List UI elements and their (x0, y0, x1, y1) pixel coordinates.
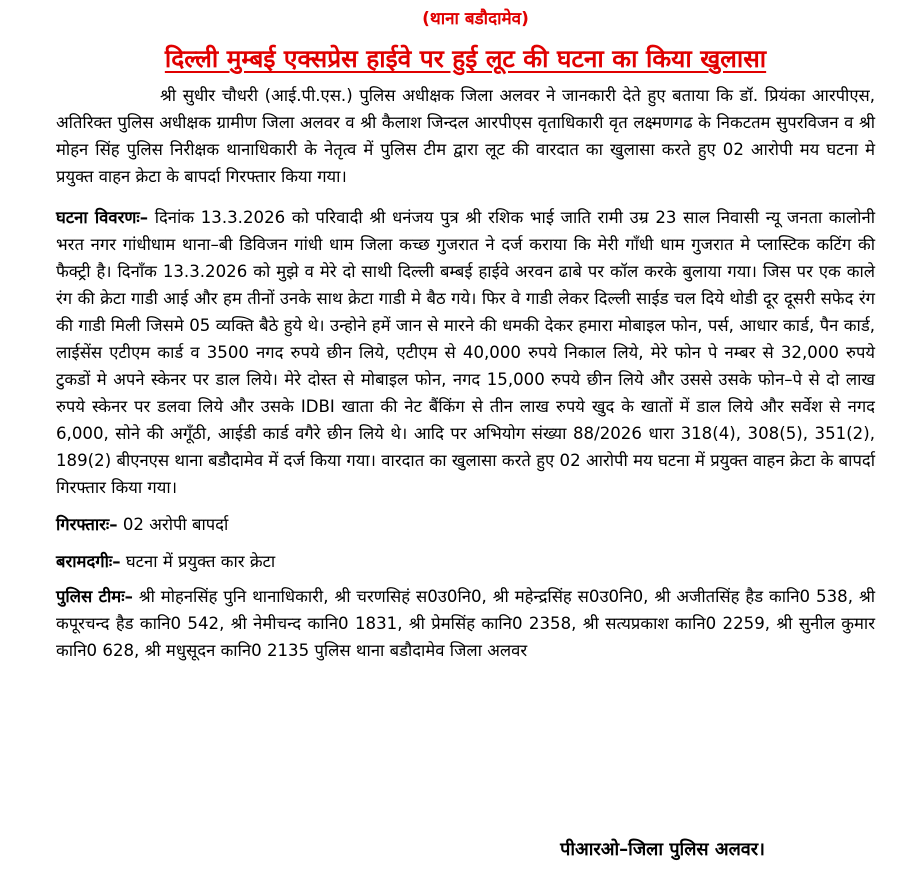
arrest-line (56, 511, 875, 538)
incident-text: दिनांक 13.3.2026 को परिवादी श्री धनंजय पुत्र श्री रशिक भाई जाति रामी उम्र 23 साल निवासी न्यू जनता कालोनी भरत नगर गांधीधाम थाना–बी डिविजन गांधी धाम जिला कच्छ गुजरात ने दर्ज कराया कि मेरी गाँधी धाम गुजरात मे प्लास्टिक कटिंग की फैक्ट्री है। दिनाँक 13.3.2026 को मुझे व मेरे दो साथी दिल्ली बम्बई हाईवे अरवन ढाबे पर कॉल करके बुलाया गया। जिस पर एक काले रंग की क्रेटा गाडी आई और हम तीनों उनके साथ क्रेटा गाडी मे बैठ गये। फिर वे गाडी लेकर दिल्ली साईड चल दिये थोडी दूर दूसरी सफेद रंग की गाडी मिली जिसमे 05 व्यक्ति बैठे हुये थे। उन्होने हमें जान से मारने की धमकी देकर हमारा मोबाइल फोन, पर्स, आधार कार्ड, पैन कार्ड, लाईसेंस एटीएम कार्ड व 3500 नगद रुपये छीन लिये, एटीएम से 40,000 रुपये निकाल लिये, मेरे फोन पे नम्बर से 32,000 रुपये टुकडों मे अपने स्केनर पर डाल लिये। मेरे दोस्त से मोबाइल फोन, नगद 15,000 रुपये छीन लिये और उससे उसके फोन–पे से दो लाख रुपये स्केनर पर डलवा लिये और उसके IDBI खाता की नेट बैंकिंग से तीन लाख रुपये खुद के खातों में डाल लिये और सर्वेश से नगद 6,000, सोने की अगूँठी, आईडी कार्ड वगैरे छीन लिये थे। आदि पर अभियोग संख्या 88/2026 धारा 318(4), 308(5), 351(2), 189(2) बीएनएस थाना बडौदामेव में दर्ज किया गया। वारदात का खुलासा करते हुए 02 आरोपी मय घटना में प्रयुक्त वाहन क्रेटा के बापर्दा गिरफ्तार किया गया। (56, 208, 875, 497)
pro-signature: पीआरओ–जिला पुलिस अलवर। (560, 839, 765, 860)
arrest-label: गिरफ्तारः– (56, 515, 118, 534)
recovery-line (56, 548, 875, 575)
police-team-label: पुलिस टीमः– (56, 587, 133, 606)
lead-paragraph: श्री सुधीर चौधरी (आई.पी.एस.) पुलिस अधीक्षक जिला अलवर ने जानकारी देते हुए बताया कि डॉ. प्रियंका आरपीएस, अतिरिक्त पुलिस अधीक्षक ग्रामीण जिला अलवर व श्री कैलाश जिन्दल आरपीएस वृताधिकारी वृत लक्ष्मणगढ के निकटतम सुपरविजन व श्री मोहन सिंह पुलिस निरीक्षक थानाधिकारी के नेतृत्व में पुलिस टीम द्वारा लूट की वारदात का खुलासा करते हुए 02 आरोपी मय घटना मे प्रयुक्त वाहन क्रेटा के बापर्दा गिरफ्तार किया गया। (56, 86, 875, 186)
recovery-text: घटना में प्रयुक्त कार क्रेटा (120, 552, 276, 571)
arrest-text: 02 अरोपी बापर्दा (117, 515, 229, 534)
recovery-label: बरामदगीः– (56, 552, 121, 571)
incident-label: घटना विवरणः– (56, 208, 149, 227)
police-team-text: श्री मोहनसिंह पुनि थानाधिकारी, श्री चरणसिहं स0उ0नि0, श्री महेन्द्रसिंह स0उ0नि0, श्री अजीतसिंह हैड कानि0 538, श्री कपूरचन्द हैड कानि0 542, श्री नेमीचन्द कानि0 1831, श्री प्रेमसिंह कानि0 2358, श्री सत्यप्रकाश कानि0 2259, श्री सुनील कुमार कानि0 628, श्री मधुसूदन कानि0 2135 पुलिस थाना बडौदामेव जिला अलवर (56, 587, 875, 660)
police-team-paragraph (56, 583, 875, 664)
police-station-name: (थाना बडौदामेव) (422, 9, 529, 29)
press-note-headline: दिल्ली मुम्बई एक्सप्रेस हाईवे पर हुई लूट की घटना का किया खुलासा (164, 44, 767, 73)
incident-paragraph (56, 204, 875, 501)
